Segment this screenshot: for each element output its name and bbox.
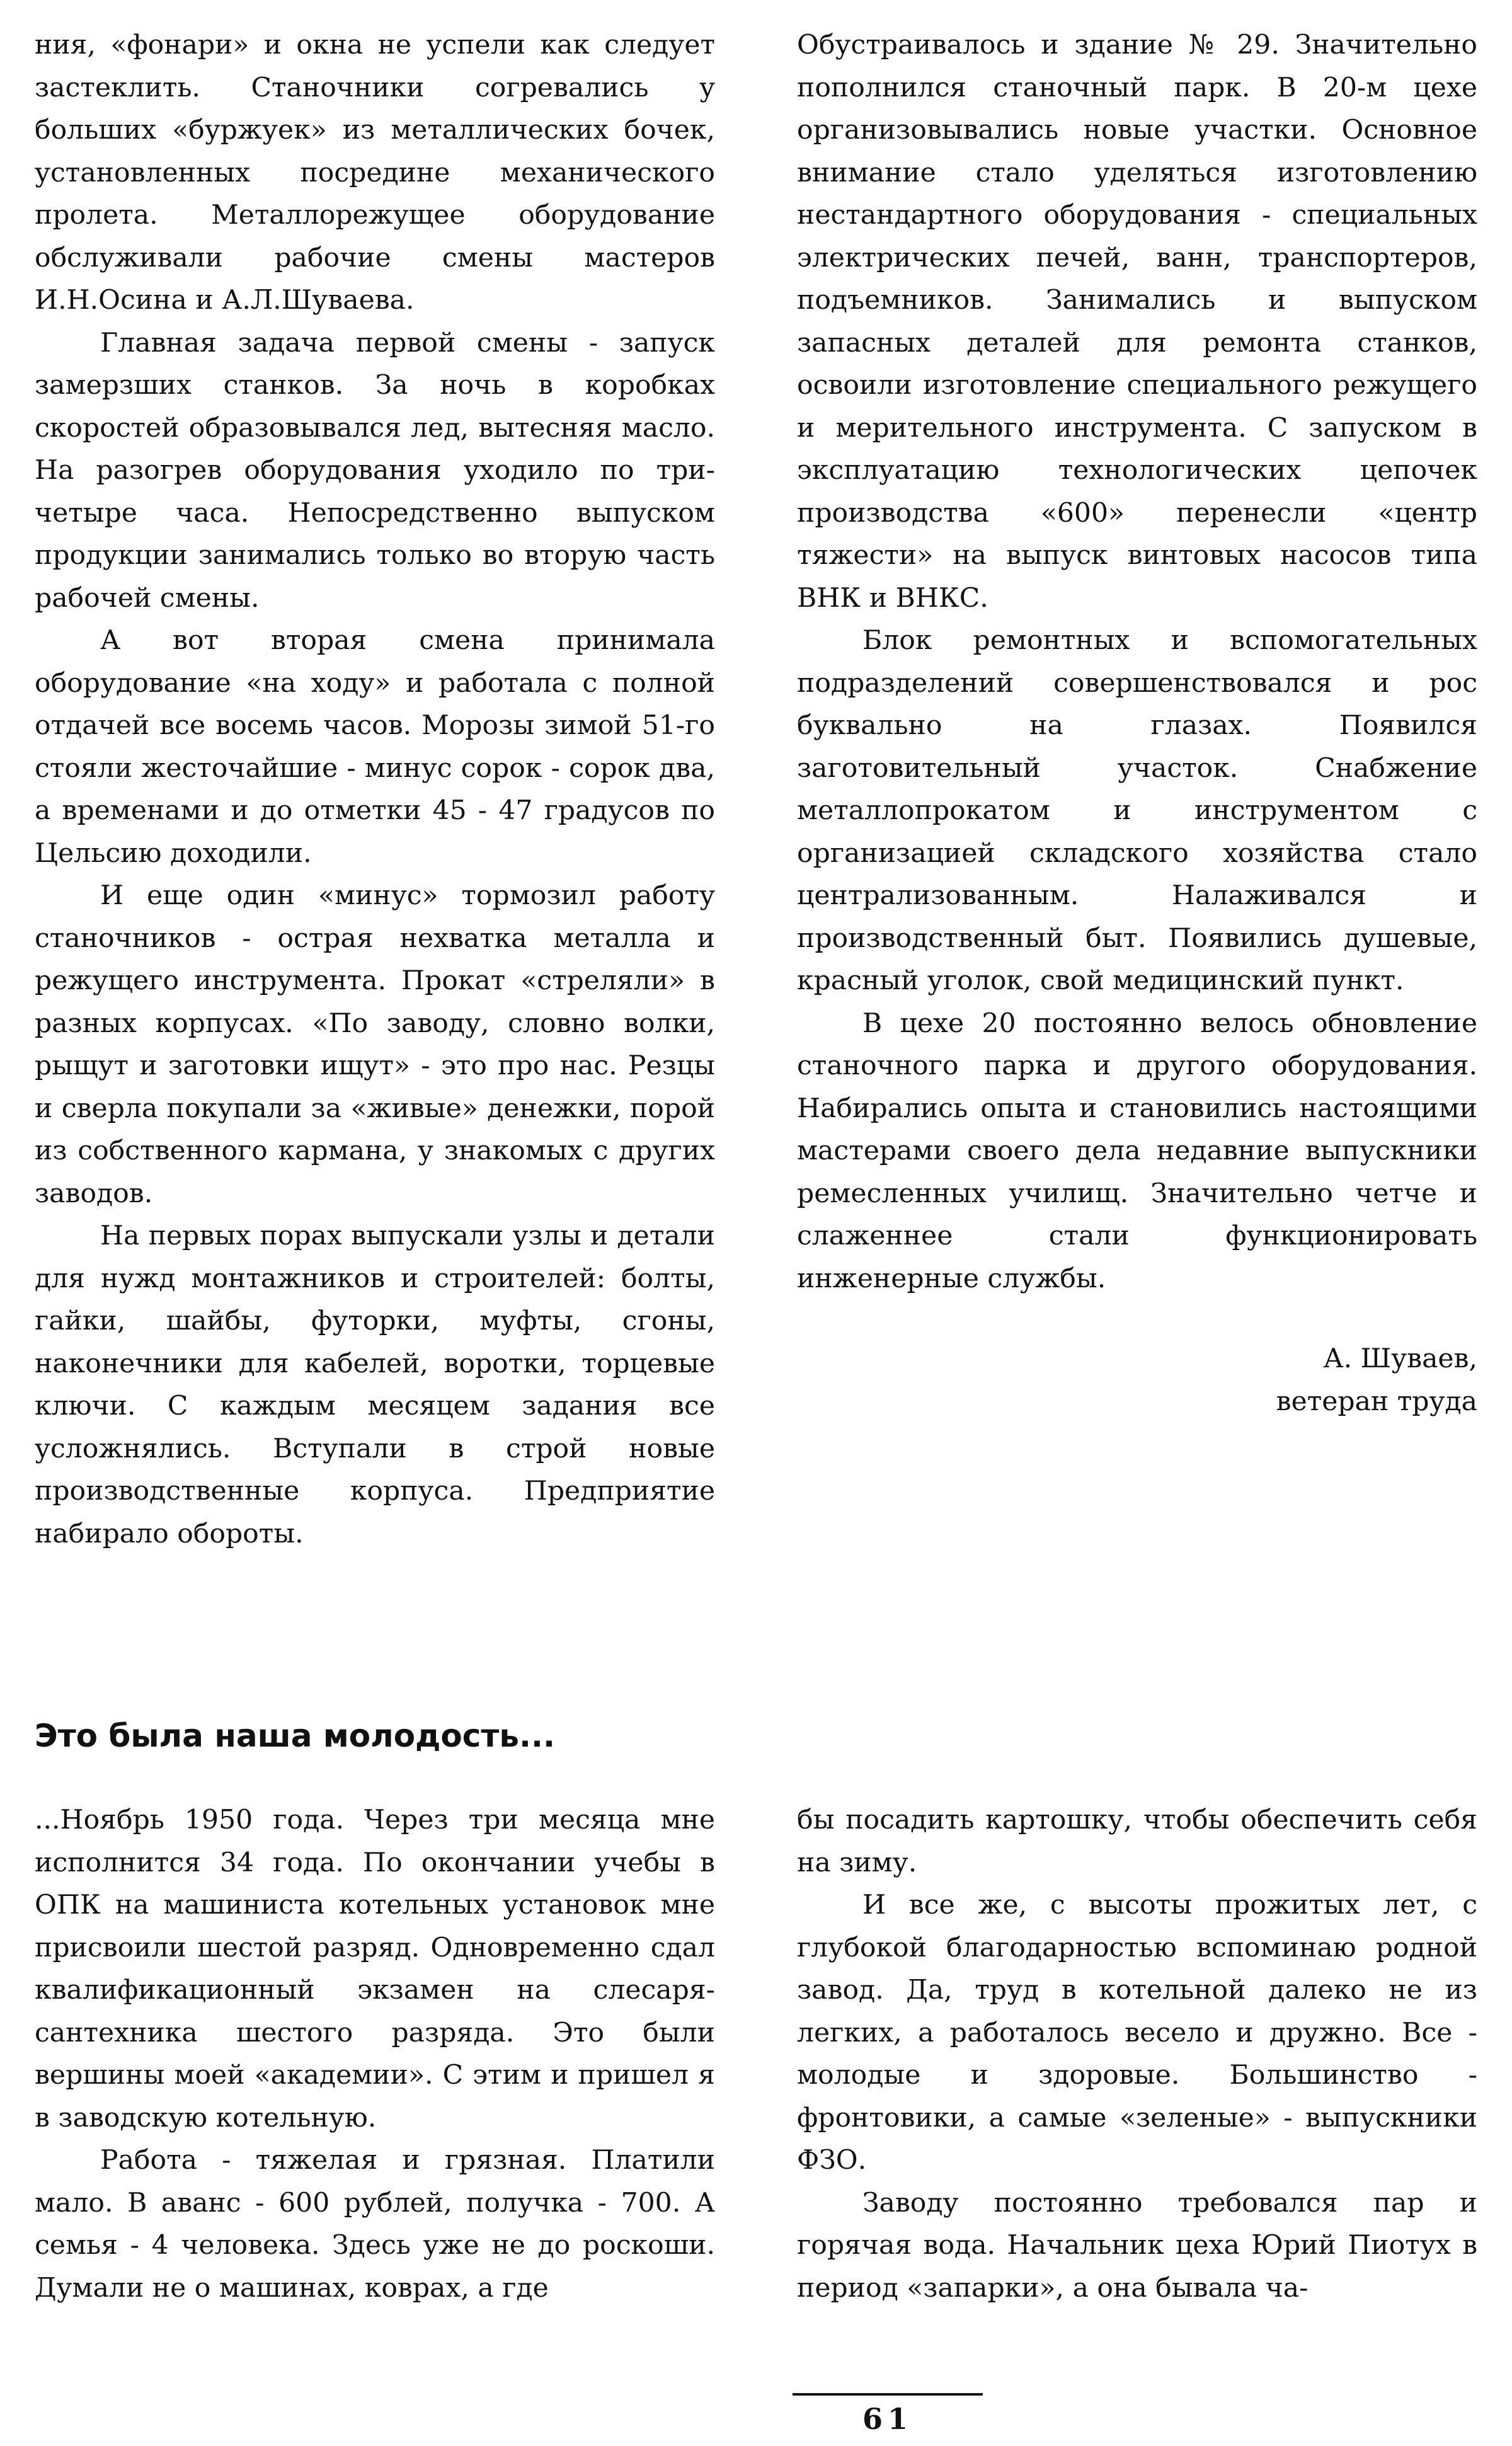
- paragraph: А вот вторая смена принимала оборудование «на ходу» и работала с полной отдачей все восемь часов. Морозы зимой 51-го стояли жесточайшие - минус сорок - сорок два, а временами и до отметки 45 - 47 градусов по Цельсию доходили.: [35, 625, 715, 869]
- paragraph: Блок ремонтных и вспомогательных подразделений совершенствовался и рос буквально на глазах. Появился заготовительный участок. Снабжение металлопрокатом и инструментом с организацией складского хозяйства стало централизованным. Налаживался и производственный быт. Появились душевые, красный уголок, свой медицинский пункт.: [797, 625, 1477, 996]
- paragraph: И еще один «минус» тормозил работу станочников - острая нехватка металла и режущего инструмента. Прокат «стреляли» в разных корпусах. «По заводу, словно волки, рыщут и заготовки ищут» - это про нас. Резцы и сверла покупали за «живые» денежки, порой из собственного кармана, у знакомых с других заводов.: [35, 880, 715, 1209]
- article2-title: Это была наша молодость...: [35, 1718, 556, 1754]
- paragraph: В цехе 20 постоянно велось обновление станочного парка и другого оборудования. Набирались опыта и становились настоящими мастерами своего дела недавние выпускники ремесленных училищ. Значительно четче и слаженнее стали функционировать инженерные службы.: [797, 1008, 1477, 1294]
- article2-left-column: [35, 1799, 715, 2309]
- paragraph: бы посадить картошку, чтобы обеспечить себя на зиму.: [797, 1805, 1477, 1878]
- paragraph: На первых порах выпускали узлы и детали для нужд монтажников и строителей: болты, гайки, шайбы, футорки, муфты, сгоны, наконечники для кабелей, воротки, торцевые ключи. С каждым месяцем задания все усложнялись. Вступали в строй новые производственные корпуса. Предприятие набирало обороты.: [35, 1220, 715, 1549]
- article2-right-column: [797, 1799, 1477, 2309]
- paragraph: Обустраивалось и здание № 29. Значительно пополнился станочный парк. В 20-м цехе организовывались новые участки. Основное внимание стало уделяться изготовлению нестандартного оборудования - специальных электрических печей, ванн, транспортеров, подъемников. Занимались и выпуском запасных деталей для ремонта станков, освоили изготовление специального режущего и мерительного инструмента. С запуском в эксплуатацию технологических цепочек производства «600» перенесли «центр тяжести» на выпуск винтовых насосов типа ВНК и ВНКС.: [797, 30, 1477, 614]
- page-number-rule: [793, 2393, 983, 2396]
- author-name: А. Шуваев,: [1323, 1343, 1477, 1374]
- paragraph: ...Ноябрь 1950 года. Через три месяца мне исполнится 34 года. По окончании учебы в ОПК на машиниста котельных установок мне присвоили шестой разряд. Одновременно сдал квалификационный экзамен на слесаря-сантехника шестого разряда. Это были вершины моей «академии». С этим и пришел я в заводскую котельную.: [35, 1805, 715, 2133]
- article1-right-column: [797, 24, 1477, 1423]
- article1-left-column: [35, 24, 715, 1555]
- author-title: ветеран труда: [1276, 1386, 1477, 1417]
- paragraph: И все же, с высоты прожитых лет, с глубокой благодарностью вспоминаю родной завод. Да, труд в котельной далеко не из легких, а работалось весело и дружно. Все - молодые и здоровые. Большинство - фронтовики, а самые «зеленые» - выпускники ФЗО.: [797, 1890, 1477, 2176]
- paragraph: ния, «фонари» и окна не успели как следует застеклить. Станочники согревались у больших «буржуек» из металлических бочек, установленных посредине механического пролета. Металлорежущее оборудование обслуживали рабочие смены мастеров И.Н.Осина и А.Л.Шуваева.: [35, 30, 715, 316]
- paragraph: Главная задача первой смены - запуск замерзших станков. За ночь в коробках скоростей образовывался лед, вытесняя масло. На разогрев оборудования уходило по три-четыре часа. Непосредственно выпуском продукции занимались только во вторую часть рабочей смены.: [35, 327, 715, 614]
- paragraph: Заводу постоянно требовался пар и горячая вода. Начальник цеха Юрий Пиотух в период «запарки», а она бывала ча-: [797, 2187, 1477, 2304]
- page-number: 61: [862, 2402, 913, 2436]
- paragraph: Работа - тяжелая и грязная. Платили мало. В аванс - 600 рублей, получка - 700. А семья - 4 человека. Здесь уже не до роскоши. Думали не о машинах, коврах, а где: [35, 2145, 715, 2304]
- author-signature: [797, 1338, 1477, 1423]
